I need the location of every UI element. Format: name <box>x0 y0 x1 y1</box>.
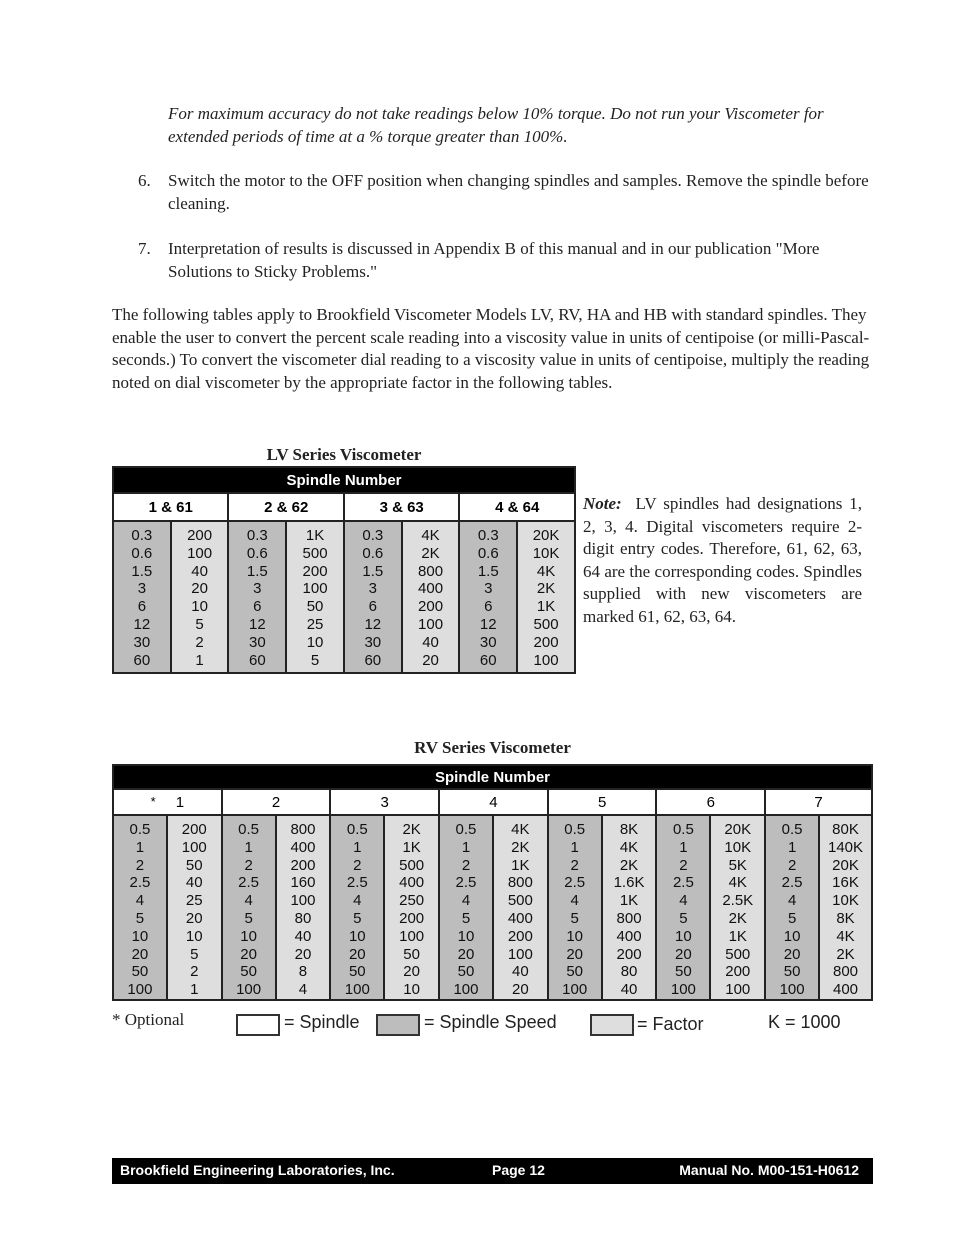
factor-value: 50 <box>403 945 420 963</box>
speed-value: 1.5 <box>362 562 384 580</box>
speed-value: 2 <box>135 856 145 874</box>
speed-value: 20 <box>131 945 149 963</box>
factor-value: 200 <box>418 598 444 616</box>
factor-value: 10 <box>191 598 208 616</box>
factor-column <box>402 521 460 673</box>
intro-paragraph: The following tables apply to Brookfield Viscometer Models LV, RV, HA and HB with standard spindles. They enable the user to convert the percent scale reading into a viscosity value in units of centipoise (or milli-Pascal-seconds.) To convert the viscometer dial reading to a viscosity value in units of centipoise, multiply the reading noted on dial viscometer by the appropriate factor in the following tables. <box>112 305 870 392</box>
optional-legend: * Optional <box>112 1010 185 1029</box>
speed-value: 3 <box>484 580 493 598</box>
factor-column <box>819 815 872 1000</box>
factor-value: 10K <box>724 838 752 856</box>
factor-value: 50 <box>185 856 203 874</box>
factor-column <box>710 815 765 1000</box>
factor-value: 500 <box>725 945 751 963</box>
speed-value: 2 <box>570 856 579 874</box>
speed-value: 0.6 <box>362 544 384 562</box>
spindle-number: 3 & 63 <box>379 498 424 516</box>
speed-column <box>548 815 602 1000</box>
speed-column <box>656 815 710 1000</box>
speed-value: 50 <box>240 963 257 981</box>
factor-value: 200 <box>302 562 328 580</box>
factor-legend: = Factor <box>637 1014 704 1034</box>
speed-value: 50 <box>131 963 149 981</box>
spindle-number: 4 & 64 <box>495 498 540 516</box>
factor-value: 10 <box>403 981 420 999</box>
speed-value: 4 <box>679 892 688 910</box>
spindle-label <box>439 789 548 815</box>
factor-value: 4 <box>298 981 308 999</box>
factor-value: 40 <box>620 981 638 999</box>
factor-value: 500 <box>302 544 328 562</box>
factor-value: 500 <box>507 892 533 910</box>
factor-value: 200 <box>399 909 425 927</box>
speed-column <box>113 815 167 1000</box>
factor-value: 1K <box>619 892 639 910</box>
speed-value: 20 <box>675 945 692 963</box>
factor-swatch <box>590 1014 634 1036</box>
factor-value: 2 <box>190 963 199 981</box>
factor-value: 1.6K <box>613 874 645 892</box>
speed-value: 12 <box>479 615 497 633</box>
speed-value: 4 <box>353 892 362 910</box>
speed-value: 100 <box>453 981 479 999</box>
spindle-label <box>548 789 657 815</box>
factor-value: 1 <box>190 981 199 999</box>
factor-column <box>286 521 344 673</box>
speed-value: 1 <box>787 838 797 856</box>
factor-value: 500 <box>399 856 425 874</box>
factor-value: 20 <box>511 981 529 999</box>
spindle-label <box>656 789 765 815</box>
spindle-number: 1 & 61 <box>148 498 193 516</box>
factor-value: 400 <box>418 580 444 598</box>
lv-table-title: LV Series Viscometer <box>266 445 422 464</box>
speed-value: 1.5 <box>477 562 499 580</box>
speed-value: 2.5 <box>672 874 694 892</box>
factor-value: 5 <box>310 651 320 669</box>
factor-value: 800 <box>833 963 859 981</box>
factor-value: 400 <box>833 981 859 999</box>
factor-value: 100 <box>507 945 533 963</box>
factor-value: 800 <box>290 821 316 838</box>
speed-value: 0.5 <box>346 821 368 838</box>
speed-value: 12 <box>248 615 266 633</box>
speed-value: 2.5 <box>346 874 368 892</box>
speed-value: 30 <box>479 633 497 651</box>
speed-value: 5 <box>353 909 362 927</box>
speed-value: 1 <box>135 838 145 856</box>
speed-value: 0.6 <box>131 544 153 562</box>
list-item <box>138 237 872 283</box>
speed-value: 1 <box>244 838 253 856</box>
spindle-number: 2 <box>271 793 281 811</box>
factor-value: 200 <box>725 963 751 981</box>
speed-value: 2 <box>787 856 797 874</box>
factor-value: 2K <box>536 580 556 598</box>
list-item <box>138 169 872 215</box>
step-text: Interpretation of results is discussed in Appendix B of this manual and in our publication "More Solutions to Sticky Problems." <box>168 239 820 281</box>
spindle-number: 4 <box>489 793 498 811</box>
speed-column <box>459 521 517 673</box>
speed-value: 50 <box>348 963 366 981</box>
speed-value: 1 <box>353 838 362 856</box>
speed-value: 20 <box>240 945 257 963</box>
speed-value: 5 <box>244 909 253 927</box>
factor-value: 200 <box>616 945 642 963</box>
factor-column <box>517 521 575 673</box>
speed-value: 10 <box>131 927 149 945</box>
factor-value: 10 <box>306 633 324 651</box>
spindle-number: 6 <box>706 793 715 811</box>
factor-value: 5K <box>728 856 747 874</box>
speed-value: 2 <box>353 856 362 874</box>
factor-value: 140K <box>827 838 864 856</box>
speed-value: 20 <box>457 945 475 963</box>
accuracy-note: For maximum accuracy do not take readings below 10% torque. Do not run your Viscometer for extended periods of time at a % torque greater than 100%. <box>168 104 824 146</box>
factor-value: 400 <box>399 874 425 892</box>
speed-column <box>228 521 286 673</box>
factor-value: 20 <box>294 945 312 963</box>
spindle-number: 1 <box>175 793 185 811</box>
speed-value: 2.5 <box>455 874 477 892</box>
factor-value: 800 <box>507 874 533 892</box>
speed-value: 6 <box>484 598 493 616</box>
k-legend: K = 1000 <box>768 1012 841 1032</box>
speed-value: 10 <box>566 927 584 945</box>
speed-value: 60 <box>364 651 382 669</box>
factor-value: 8K <box>619 821 639 838</box>
factor-value: 50 <box>306 598 324 616</box>
factor-column <box>602 815 657 1000</box>
factor-value: 20 <box>403 963 420 981</box>
factor-value: 2K <box>402 821 421 838</box>
footer-company: Brookfield Engineering Laboratories, Inc. <box>120 1162 395 1178</box>
spindle-number: 2 & 62 <box>264 498 309 516</box>
rv-table-title: RV Series Viscometer <box>414 738 571 757</box>
speed-value: 6 <box>368 598 377 616</box>
speed-value: 5 <box>461 909 471 927</box>
factor-value: 250 <box>399 892 425 910</box>
speed-value: 0.3 <box>246 527 268 544</box>
spindle-legend: = Spindle <box>284 1012 360 1032</box>
factor-value: 200 <box>290 856 316 874</box>
factor-value: 4K <box>619 838 639 856</box>
speed-value: 60 <box>248 651 266 669</box>
spindle-label <box>765 789 872 815</box>
speed-value: 3 <box>137 580 147 598</box>
factor-column <box>167 815 222 1000</box>
lv-spindle-note <box>583 493 862 629</box>
step-text: Switch the motor to the OFF position when changing spindles and samples. Remove the spindle before cleaning. <box>168 171 869 213</box>
speed-value: 4 <box>244 892 253 910</box>
factor-value: 400 <box>290 838 316 856</box>
factor-value: 40 <box>185 874 203 892</box>
factor-value: 100 <box>181 838 207 856</box>
speed-value: 1 <box>570 838 579 856</box>
factor-value: 200 <box>533 633 559 651</box>
factor-value: 20 <box>191 580 208 598</box>
factor-value: 4K <box>511 821 530 838</box>
factor-value: 20K <box>724 821 752 838</box>
lv-factor-table <box>112 466 576 674</box>
factor-value: 100 <box>302 580 328 598</box>
speed-value: 10 <box>783 927 801 945</box>
speed-value: 20 <box>566 945 584 963</box>
factor-value: 500 <box>533 615 559 633</box>
speed-column <box>439 815 493 1000</box>
speed-value: 4 <box>135 892 145 910</box>
speed-value: 10 <box>675 927 692 945</box>
speed-value: 0.3 <box>362 527 384 544</box>
factor-value: 1K <box>536 598 556 616</box>
speed-value: 2.5 <box>238 874 260 892</box>
factor-value: 80 <box>620 963 638 981</box>
factor-value: 400 <box>507 909 533 927</box>
factor-value: 80K <box>832 821 859 838</box>
factor-value: 80 <box>294 909 312 927</box>
speed-value: 2.5 <box>129 874 151 892</box>
factor-column <box>276 815 331 1000</box>
factor-value: 4K <box>728 874 747 892</box>
factor-value: 40 <box>422 633 439 651</box>
factor-value: 200 <box>187 527 213 544</box>
footer-page: Page 12 <box>492 1162 545 1178</box>
factor-value: 1K <box>511 856 530 874</box>
speed-swatch <box>376 1014 420 1036</box>
speed-value: 0.5 <box>238 821 260 838</box>
speed-column <box>344 521 402 673</box>
speed-value: 100 <box>779 981 805 999</box>
step-number: 7. <box>138 239 151 258</box>
speed-value: 100 <box>562 981 588 999</box>
speed-value: 20 <box>783 945 801 963</box>
speed-value: 2 <box>679 856 688 874</box>
factor-value: 20K <box>532 527 560 544</box>
speed-value: 30 <box>364 633 382 651</box>
factor-value: 2K <box>619 856 639 874</box>
speed-value: 12 <box>133 615 151 633</box>
factor-value: 4K <box>421 527 440 544</box>
factor-value: 40 <box>511 963 529 981</box>
factor-value: 2K <box>511 838 530 856</box>
speed-value: 0.5 <box>672 821 694 838</box>
speed-column <box>330 815 384 1000</box>
speed-value: 0.3 <box>477 527 499 544</box>
spindle-label <box>344 493 459 521</box>
speed-value: 50 <box>675 963 692 981</box>
speed-value: 100 <box>344 981 370 999</box>
speed-value: 4 <box>461 892 471 910</box>
speed-value: 0.5 <box>129 821 151 838</box>
speed-value: 30 <box>248 633 266 651</box>
factor-value: 16K <box>832 874 859 892</box>
factor-value: 1K <box>402 838 421 856</box>
factor-value: 100 <box>290 892 316 910</box>
factor-value: 10K <box>532 544 560 562</box>
speed-value: 1 <box>679 838 688 856</box>
speed-value: 5 <box>679 909 688 927</box>
legend <box>0 1006 954 1038</box>
speed-value: 60 <box>479 651 497 669</box>
factor-value: 2K <box>836 945 855 963</box>
factor-value: 1K <box>728 927 747 945</box>
speed-value: 10 <box>348 927 366 945</box>
spindle-label <box>330 789 439 815</box>
speed-value: 6 <box>137 598 147 616</box>
factor-value: 200 <box>507 927 533 945</box>
speed-value: 100 <box>236 981 262 999</box>
factor-value: 100 <box>187 544 213 562</box>
factor-value: 800 <box>616 909 642 927</box>
spindle-number-header: Spindle Number <box>113 467 575 493</box>
factor-value: 8 <box>298 963 308 981</box>
speed-value: 12 <box>364 615 382 633</box>
factor-value: 20 <box>422 651 439 669</box>
speed-value: 6 <box>253 598 262 616</box>
speed-value: 5 <box>787 909 797 927</box>
speed-value: 0.5 <box>781 821 803 838</box>
speed-value: 50 <box>783 963 801 981</box>
factor-value: 40 <box>191 562 208 580</box>
speed-value: 0.6 <box>477 544 499 562</box>
speed-value: 0.5 <box>455 821 477 838</box>
speed-value: 2 <box>244 856 253 874</box>
spindle-label <box>113 493 228 521</box>
speed-value: 1.5 <box>246 562 268 580</box>
speed-column <box>765 815 819 1000</box>
factor-value: 25 <box>185 892 203 910</box>
speed-value: 3 <box>368 580 377 598</box>
note-text: LV spindles had designations 1, 2, 3, 4. Digital viscometers require 2-digit entry codes. Therefore, 61, 62, 63, 64 are the corresponding codes. Spindles supplied with new viscometers are marked 61, 62, 63, 64. <box>583 494 862 626</box>
speed-value: 2.5 <box>781 874 803 892</box>
speed-value: 2 <box>461 856 471 874</box>
step-number: 6. <box>138 171 151 190</box>
speed-value: 100 <box>670 981 696 999</box>
spindle-label <box>113 789 222 815</box>
factor-value: 8K <box>836 909 855 927</box>
factor-value: 5 <box>190 945 199 963</box>
speed-value: 50 <box>457 963 475 981</box>
factor-value: 2K <box>421 544 440 562</box>
speed-value: 5 <box>570 909 579 927</box>
factor-value: 20 <box>185 909 203 927</box>
factor-column <box>171 521 229 673</box>
factor-value: 10 <box>185 927 203 945</box>
rv-factor-table <box>112 764 873 1001</box>
factor-value: 4K <box>536 562 556 580</box>
speed-value: 10 <box>457 927 475 945</box>
speed-value: 1 <box>461 838 471 856</box>
factor-column <box>493 815 548 1000</box>
factor-value: 4K <box>836 927 855 945</box>
speed-value: 1.5 <box>131 562 153 580</box>
factor-value: 40 <box>294 927 312 945</box>
factor-value: 2.5K <box>722 892 754 910</box>
speed-value: 50 <box>566 963 584 981</box>
speed-value: 2.5 <box>564 874 586 892</box>
factor-value: 2K <box>728 909 747 927</box>
speed-value: 4 <box>570 892 579 910</box>
factor-value: 25 <box>306 615 324 633</box>
factor-value: 1 <box>195 651 204 669</box>
spindle-number: 3 <box>380 793 389 811</box>
speed-value: 0.6 <box>246 544 268 562</box>
footer-manual: Manual No. M00-151-H0612 <box>679 1162 859 1178</box>
note-label: Note: <box>583 494 622 513</box>
speed-value: 60 <box>133 651 151 669</box>
speed-column <box>222 815 276 1000</box>
speed-value: 100 <box>127 981 153 999</box>
factor-value: 10K <box>832 892 859 910</box>
spindle-label <box>228 493 343 521</box>
speed-value: 5 <box>135 909 145 927</box>
factor-column <box>384 815 439 1000</box>
page-footer <box>112 1158 873 1184</box>
speed-value: 3 <box>253 580 262 598</box>
speed-value: 0.3 <box>131 527 153 544</box>
spindle-number: 5 <box>597 793 607 811</box>
speed-value: 0.5 <box>564 821 586 838</box>
factor-value: 100 <box>533 651 559 669</box>
factor-value: 400 <box>616 927 642 945</box>
spindle-label <box>222 789 331 815</box>
optional-marker: * <box>150 793 156 809</box>
speed-value: 20 <box>348 945 366 963</box>
spindle-number: 7 <box>814 793 823 811</box>
spindle-number-header: Spindle Number <box>113 765 872 789</box>
factor-value: 2 <box>195 633 204 651</box>
speed-value: 30 <box>133 633 151 651</box>
factor-value: 160 <box>290 874 316 892</box>
speed-column <box>113 521 171 673</box>
factor-value: 800 <box>418 562 444 580</box>
factor-value: 100 <box>725 981 751 999</box>
speed-value: 4 <box>787 892 797 910</box>
factor-value: 100 <box>418 615 444 633</box>
speed-value: 10 <box>240 927 257 945</box>
factor-value: 100 <box>399 927 425 945</box>
spindle-label <box>459 493 575 521</box>
factor-value: 5 <box>195 615 204 633</box>
speed-legend: = Spindle Speed <box>424 1012 557 1032</box>
factor-value: 200 <box>181 821 207 838</box>
factor-value: 20K <box>832 856 859 874</box>
factor-value: 1K <box>305 527 325 544</box>
spindle-swatch <box>236 1014 280 1036</box>
